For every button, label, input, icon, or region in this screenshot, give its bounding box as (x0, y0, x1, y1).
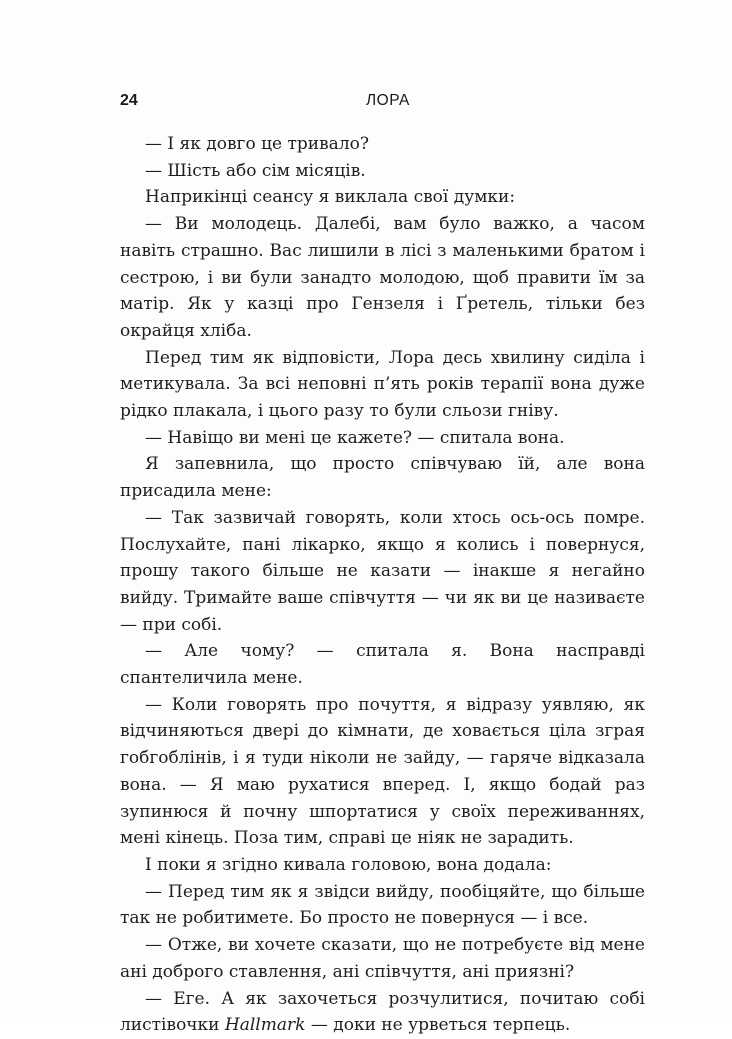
paragraph-3: Наприкінці сеансу я виклала свої думки: (145, 187, 516, 208)
paragraph-9: — Але чому? — спитала я. Вона насправді спантеличила мене. (120, 641, 645, 689)
paragraph-4: — Ви молодець. Далебі, вам було важко, а часом навіть страшно. Вас лишили в лісі з маленькими братом і сестрою, і ви були занадто молодою, щоб правити їм за матір. Як у казці про Гензеля і Ґретель, тільки без окрайця хліба. (120, 214, 645, 341)
body-text (120, 131, 645, 1039)
paragraph-8: — Так зазвичай говорять, коли хтось ось-ось помре. Послухайте, пані лікарко, якщо я колись і повернуся, прошу такого більше не казати — інакше я негайно вийду. Тримайте ваше співчуття — чи як ви це називаєте — при собі. (120, 507, 645, 635)
paragraph-6: — Навіщо ви мені це кажете? — спитала вона. (145, 427, 565, 448)
running-header (120, 92, 645, 114)
paragraph-12: — Перед тим як я звідси вийду, пообіцяйте, що більше так не робитимете. Бо просто не повернуся — і все. (120, 881, 645, 929)
paragraph-14-text-after: — доки не урветься терпець. (305, 1015, 571, 1036)
paragraph-10: — Коли говорять про почуття, я відразу уявляю, як відчиняються двері до кімнати, де ховається ціла зграя гобгоблінів, і я туди ніколи не зайду, — гаряче відказала вона. — Я маю рухатися вперед. І, якщо бодай раз зупинюся й почну шпортатися у своїх переживаннях, мені кінець. Поза тим, справі це ніяк не зарадить. (120, 694, 645, 849)
paragraph-1: — І як довго це тривало? (145, 134, 369, 154)
paragraph-13: — Отже, ви хочете сказати, що не потребуєте від мене ані доброго ставлення, ані співчуття, ані приязні? (120, 935, 645, 982)
page-number: 24 (120, 92, 138, 109)
paragraph-7: Я запевнила, що просто співчуваю їй, але вона присадила мене: (120, 454, 645, 502)
paragraph-11: І поки я згідно кивала головою, вона додала: (145, 854, 552, 875)
chapter-title: ЛОРА (366, 92, 410, 109)
paragraph-14-text-before: — Еге. А як захочеться розчулитися, почитаю собі листівочки (120, 988, 645, 1036)
hallmark-italic: Hallmark (224, 1015, 306, 1036)
paragraph-2: — Шість або сім місяців. (145, 160, 366, 181)
paragraph-14 (120, 986, 645, 1039)
paragraph-5: Перед тим як відповісти, Лора десь хвилину сиділа і метикувала. За всі неповні п’ять років терапії вона дуже рідко плакала, і цього разу то були сльози гніву. (120, 347, 645, 422)
